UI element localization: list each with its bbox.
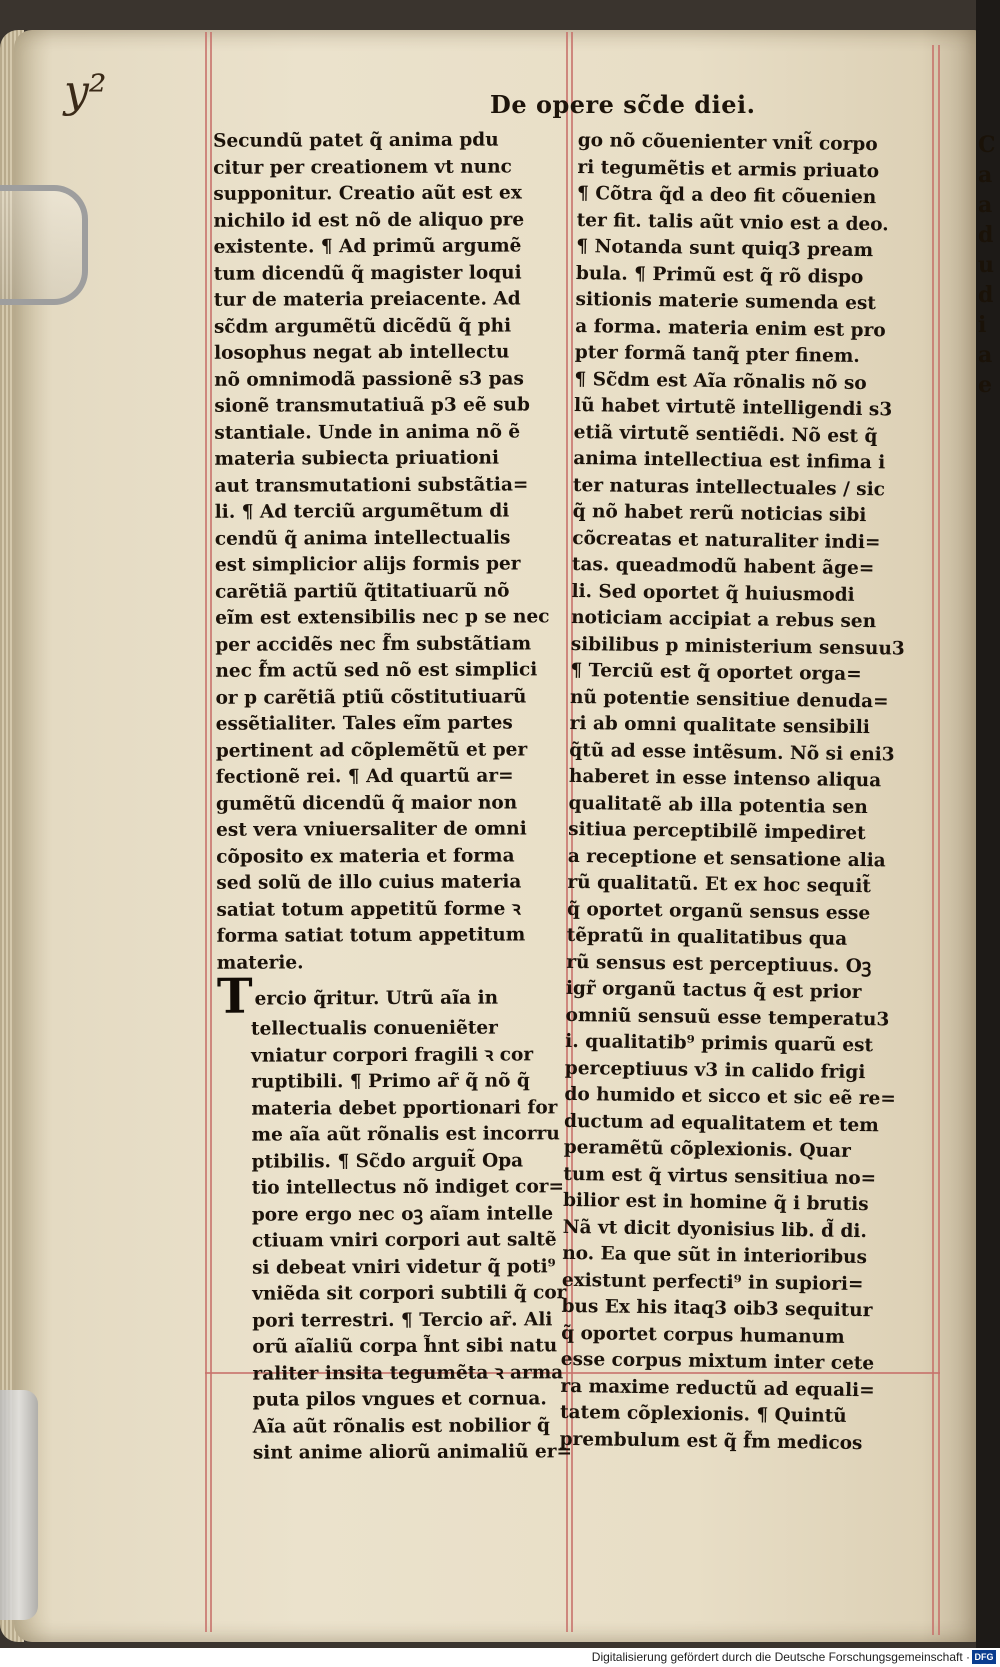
text-line: nũ potentie sensitiue denuda= <box>569 686 889 712</box>
text-line: igr̃ organũ tactus q̃ est prior <box>565 977 862 1004</box>
text-line: tẽpratũ in qualitatibus qua <box>566 924 848 950</box>
text-line: q̃ nõ habet rerũ noticias sibi <box>572 500 867 527</box>
text-line: nichilo id est nõ de aliquo pre <box>213 208 525 232</box>
text-line: Nã vt dicit dyonisius lib. d̃ di. <box>562 1216 868 1242</box>
page-header: De opere sc̃de diei. <box>490 90 756 119</box>
text-line: fectionẽ rei. ¶ Ad quartũ ar= <box>215 765 514 788</box>
text-line: sionẽ transmutatiuã p3 eẽ sub <box>214 394 530 417</box>
text-line: existunt perfecti⁹ in supiori= <box>561 1269 864 1295</box>
text-line: raliter insita tegumẽta ꝛ arma <box>252 1361 564 1385</box>
question-opening <box>216 968 572 1025</box>
dfg-logo: DFG <box>972 1650 996 1664</box>
text-line: me aĩa aũt rõnalis est incorru <box>251 1123 560 1146</box>
text-line: pertinent ad cõplemẽtũ et per <box>215 738 528 762</box>
text-line: ri tegumẽtis et armis priuato <box>577 156 880 182</box>
text-line: a receptione et sensatione alia <box>567 845 886 871</box>
facing-glyph: u <box>978 252 994 278</box>
question-first-line: ercio q̃ritur. Utrũ aĩa in <box>254 987 499 1010</box>
text-line: nec f̃m actũ sed nõ est simplici <box>215 659 538 682</box>
text-line: supponitur. Creatio aũt est ex <box>213 182 522 205</box>
text-line: rũ sensus est perceptiuus. Oꝫ <box>566 951 872 977</box>
text-line: losophus negat ab intellectu <box>214 341 510 364</box>
facing-glyph: i <box>978 312 987 338</box>
text-line: bula. ¶ Primũ est q̃ rõ dispo <box>575 262 864 288</box>
text-line: sibilibus p ministerium sensuu3 <box>570 633 905 660</box>
text-line: ¶ Terciũ est q̃ oportet orga= <box>570 659 862 686</box>
text-line: q̃tũ ad esse intẽsum. Nõ si eni3 <box>569 739 895 765</box>
text-line: rũ qualitatũ. Et ex hoc sequit̃ <box>567 871 872 898</box>
facing-glyph: d <box>978 282 994 308</box>
text-line: qualitatẽ ab illa potentia sen <box>568 792 868 818</box>
rule-left-outer <box>205 32 207 1632</box>
text-line: materia debet pportionari for <box>251 1096 558 1120</box>
text-line: tum est q̃ virtus sensitiua no= <box>563 1163 877 1189</box>
facing-glyph: d <box>978 222 994 248</box>
text-line: gumẽtũ dicendũ q̃ maior non <box>215 791 518 815</box>
text-line: noticiam accipiat a rebus sen <box>571 606 877 633</box>
text-line: cendũ q̃ anima intellectualis <box>214 526 511 550</box>
text-line: ter naturas intellectuales / sic <box>572 474 886 500</box>
facing-glyph: a <box>978 192 993 218</box>
facing-glyph: a <box>978 162 993 188</box>
text-line: est simplicior alijs formis per <box>214 553 521 576</box>
text-line: do humido et sicco et sic eẽ re= <box>564 1083 896 1110</box>
text-line: no. Ea que sũt in interioribus <box>562 1242 868 1269</box>
text-line: ter fit. talis aũt vnio est a deo. <box>576 209 889 235</box>
text-line: bus Ex his itaq3 oib3 sequitur <box>561 1295 873 1322</box>
text-line: tas. queadmodũ habent ãge= <box>571 553 875 580</box>
text-line: cõcreatas et naturaliter indi= <box>572 527 881 553</box>
text-line: vniẽda sit corpori subtili q̃ cor <box>252 1282 567 1305</box>
text-line: tatem cõplexionis. ¶ Quintũ <box>559 1401 847 1427</box>
text-line: i. qualitatib⁹ primis quarũ est <box>565 1030 874 1057</box>
text-line: bilior est in homine q̃ i brutis <box>562 1189 869 1216</box>
text-line: ptibilis. ¶ Sc̃do arguit̃ Opa <box>251 1149 524 1173</box>
text-line: puta pilos vngues et cornua. <box>252 1388 547 1411</box>
text-line: pter formã tanq̃ pter finem. <box>574 341 860 367</box>
text-line: stantiale. Unde in anima nõ ẽ <box>214 420 521 444</box>
column-left <box>213 127 574 1467</box>
text-line: tio intellectus nõ indiget cor= <box>251 1176 565 1199</box>
text-line: a forma. materia enim est pro <box>575 315 886 341</box>
text-line: sc̃dm argumẽtũ dicẽdũ q̃ phi <box>213 314 512 338</box>
text-line: ra maxime reductũ ad equali= <box>560 1375 875 1401</box>
facing-glyph: C <box>978 132 996 158</box>
text-line: perceptiuus v3 in calido frigi <box>564 1057 866 1083</box>
text-line: tum dicendũ q̃ magister loqui <box>213 261 522 285</box>
text-line: ri ab omni qualitate sensibili <box>569 712 871 739</box>
text-line: ductum ad equalitatem et tem <box>563 1110 880 1136</box>
text-line: peramẽtũ cõplexionis. Quar <box>563 1136 851 1162</box>
facing-page-glyphs <box>978 130 998 400</box>
clasp-top <box>0 185 88 305</box>
text-line: esse corpus mixtum inter cete <box>560 1348 875 1375</box>
text-line: essẽtialiter. Tales eĩm partes <box>215 712 513 735</box>
text-line: go nõ cõuenienter vnit̃ corpo <box>577 129 878 156</box>
text-line: per accidẽs nec f̃m substãtiam <box>215 632 532 656</box>
text-line: anima intellectiua est infima i <box>573 447 886 474</box>
text-line: citur per creationem vt nunc <box>213 155 512 179</box>
text-line: sint anime aliorũ animaliũ er= <box>252 1441 573 1464</box>
text-line: lũ habet virtutẽ intelligendi s3 <box>573 394 893 421</box>
text-line: Secundũ patet q̃ anima pdu <box>213 129 499 152</box>
text-line: pore ergo nec oꝫ aĩam intelle <box>251 1202 554 1226</box>
text-line: carẽtiã partiũ q̃titatiuarũ nõ <box>215 579 510 603</box>
text-line: Aĩa aũt rõnalis est nobilior q̃ <box>252 1414 550 1438</box>
text-line: or p carẽtiã ptiũ cõstitutiuarũ <box>215 685 527 709</box>
facing-glyph: a <box>978 342 993 368</box>
text-line: ctiuam vniri corpori aut saltẽ <box>251 1229 557 1252</box>
text-line: ¶ Notanda sunt quiq3 pream <box>576 235 874 262</box>
column-right <box>560 128 933 1458</box>
text-line: forma satiat totum appetitum <box>216 924 526 947</box>
text-line: sitionis materie sumenda est <box>575 288 877 315</box>
text-line: omniũ sensuũ esse temperatu3 <box>565 1004 890 1030</box>
text-line: eĩm est extensibilis nec p se nec <box>215 606 550 629</box>
clasp-bottom <box>0 1390 38 1620</box>
text-line: ¶ Sc̃dm est Aĩa rõnalis nõ so <box>574 368 867 394</box>
text-line: vniatur corpori fragili ꝛ cor <box>251 1043 534 1067</box>
text-line: ruptibili. ¶ Primo ar̃ q̃ nõ q̃ <box>251 1070 530 1093</box>
text-line: li. Sed oportet q̃ huiusmodi <box>571 580 855 606</box>
text-line: existente. ¶ Ad primũ argumẽ <box>213 235 522 258</box>
text-line: si debeat vniri videtur q̃ poti⁹ <box>252 1255 556 1279</box>
margin-note: y² <box>64 66 107 117</box>
text-line: pori terrestri. ¶ Tercio ar̃. Ali <box>252 1308 553 1332</box>
text-line: nõ omnimodã passionẽ s3 pas <box>214 367 524 391</box>
text-line: haberet in esse intenso aliqua <box>568 765 882 792</box>
text-line: tur de materia preiacente. Ad <box>213 288 521 311</box>
text-line: sed solũ de illo cuius materia <box>216 871 522 894</box>
text-line: ¶ Cõtra q̃d a deo fit cõuenien <box>576 182 877 209</box>
rule-right-a <box>932 45 934 1635</box>
text-line: materia subiecta priuationi <box>214 447 500 470</box>
facing-glyph: e <box>978 372 992 398</box>
text-line: etiã virtutẽ sentiẽdi. Nõ est q̃ <box>573 421 878 447</box>
text-line: satiat totum appetitũ forme ꝛ <box>216 897 521 921</box>
footer-credit: Digitalisierung gefördert durch die Deutsche Forschungsgemeinschaft · <box>591 1650 970 1664</box>
text-line: orũ aĩaliũ corpa h̃nt sibi natu <box>252 1335 558 1358</box>
facing-page-strip <box>976 0 1000 1667</box>
rule-right-b <box>938 45 940 1635</box>
text-line: sitiua perceptibilẽ impediret <box>568 818 866 845</box>
rule-left-inner <box>210 32 212 1632</box>
text-line: aut transmutationi substãtia= <box>214 473 529 497</box>
text-line: q̃ oportet corpus humanum <box>561 1322 845 1348</box>
text-line: q̃ oportet organũ sensus esse <box>566 898 871 924</box>
text-line: est vera vniuersaliter de omni <box>216 818 527 841</box>
text-line: prembulum est q̃ f̃m medicos <box>559 1428 863 1454</box>
text-line: materie. <box>216 951 304 974</box>
text-line: cõposito ex materia et forma <box>216 844 515 868</box>
initial-letter: T <box>216 968 253 1025</box>
text-line: li. ¶ Ad terciũ argumẽtum di <box>214 500 510 523</box>
text-line: tellectualis conueniẽter <box>250 1017 498 1040</box>
